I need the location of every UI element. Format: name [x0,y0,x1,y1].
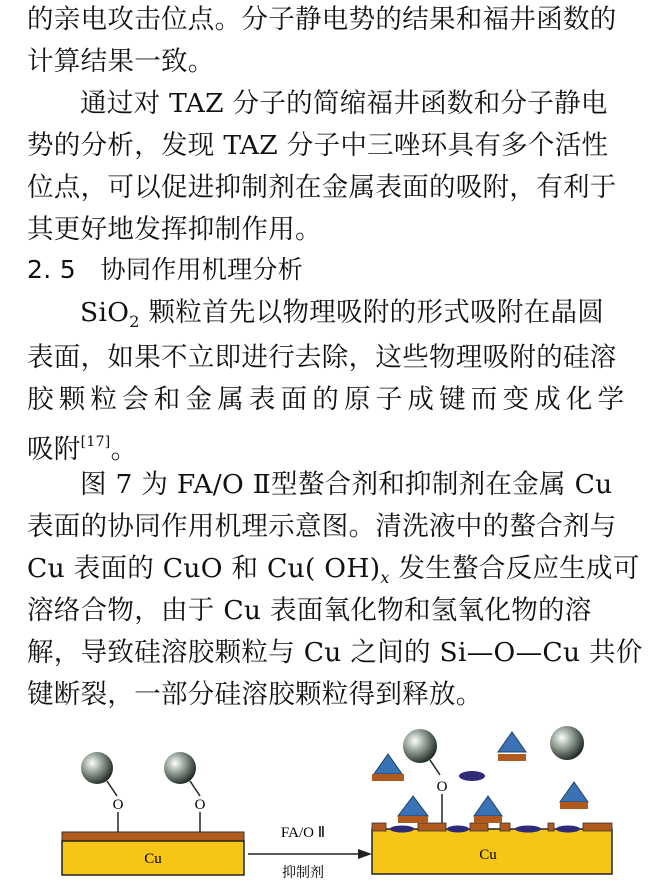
paragraph-3-line-2: 表面，如果不立即进行去除，这些物理吸附的硅溶 [27,342,617,373]
section-heading [27,250,303,290]
left-particle-1 [81,752,124,832]
silica-particle [81,752,113,784]
subscript-2: 2 [129,312,140,331]
inhibitor-ellipse [556,826,580,833]
process-arrow [248,825,372,881]
inhibitor-molecule [372,754,404,781]
subscript-x: x [380,568,390,587]
right-cu-label: Cu [479,847,497,863]
paragraph-4-line-2: 表面的协同作用机理示意图。清洗液中的螯合剂与 [27,511,617,542]
left-substrate [62,832,244,875]
bond-line [430,760,440,775]
inhibitor-molecule [498,732,526,761]
paragraph-2-line-1: 通过对 TAZ 分子的简缩福井函数和分子静电 [80,88,608,119]
section-number: 2. 5 [27,255,76,284]
inhibitor-molecule [474,796,502,823]
inhibitor-molecule [560,782,588,809]
inhibitor-molecule [398,796,428,823]
citation-ref: [17] [80,434,111,450]
paragraph-2-line-3: 位点，可以促进抑制剂在金属表面的吸附，有利于 [27,172,617,203]
oxide-patch [500,823,510,831]
oxide-patch [372,823,386,831]
paragraph-4-line-1: 图 7 为 FA/O Ⅱ型螯合剂和抑制剂在金属 Cu [80,469,613,500]
triangle-shape [398,796,428,816]
inhibitor-ellipse [390,826,414,833]
free-inhibitor-ellipse [459,771,485,781]
oxide-patch [470,823,488,831]
period: 。 [110,434,138,465]
paragraph-4-line-5: 解，导致硅溶胶颗粒与 Cu 之间的 Si—O—Cu 共价 [27,637,643,668]
oxygen-label: O [194,797,206,813]
oxygen-label: O [436,779,448,795]
triangle-shape [474,796,502,816]
paragraph-4-line-3-text: Cu 表面的 CuO 和 Cu( OH) [27,553,381,584]
paragraph-3-line-4-text: 吸附 [27,434,81,465]
paragraph-2-line-4: 其更好地发挥抑制作用。 [27,214,322,245]
oxide-patch [548,823,554,831]
section-title: 协同作用机理分析 [100,255,304,284]
inhibitor-ellipse [447,826,469,833]
bond-line [190,781,200,796]
base-shape [560,802,588,809]
left-oxide-layer [62,832,244,841]
paragraph-3-line-1-text: 颗粒首先以物理吸附的形式吸附在晶圆 [139,297,605,328]
silica-particle [403,729,437,763]
paragraph-4-line-6: 键断裂，一部分硅溶胶颗粒得到释放。 [27,679,483,710]
base-shape [398,816,428,823]
bond-line [107,781,117,796]
paragraph-2-line-2: 势的分析，发现 TAZ 分子中三唑环具有多个活性 [27,130,609,161]
arrow-top-label: FA/O Ⅱ [280,825,326,841]
triangle-shape [374,754,402,774]
right-substrate [372,823,612,874]
triangle-shape [560,782,588,802]
paragraph-3-line-3: 胶颗粒会和金属表面的原子成键而变成化学 [27,384,630,415]
base-shape [498,754,526,761]
base-shape [372,774,404,781]
paragraph-4-line-4: 溶络合物，由于 Cu 表面氧化物和氢氧化物的溶 [27,595,592,626]
paragraph-3-line-1 [80,293,604,342]
paragraph-3-line-4 [27,422,137,470]
oxide-patch [583,823,612,831]
left-cu-label: Cu [144,851,162,867]
paragraph-1-line-2: 计算结果一致。 [27,46,215,77]
paragraph-4-line-3-rest: 发生螯合反应生成可 [389,553,640,584]
mechanism-figure [0,718,653,881]
arrow-head [358,849,372,859]
base-shape [474,816,502,823]
silica-particle-released [550,726,584,760]
arrow-bottom-label: 抑制剂 [282,865,324,881]
left-particle-2 [164,752,206,832]
inhibitor-ellipse [515,826,541,833]
triangle-shape [498,732,526,752]
sio2-text: SiO [80,297,130,328]
oxygen-label: O [112,797,124,813]
silica-particle [164,752,196,784]
paragraph-1-line-1: 的亲电攻击位点。分子静电势的结果和福井函数的 [27,4,617,35]
oxide-patch [418,823,446,831]
